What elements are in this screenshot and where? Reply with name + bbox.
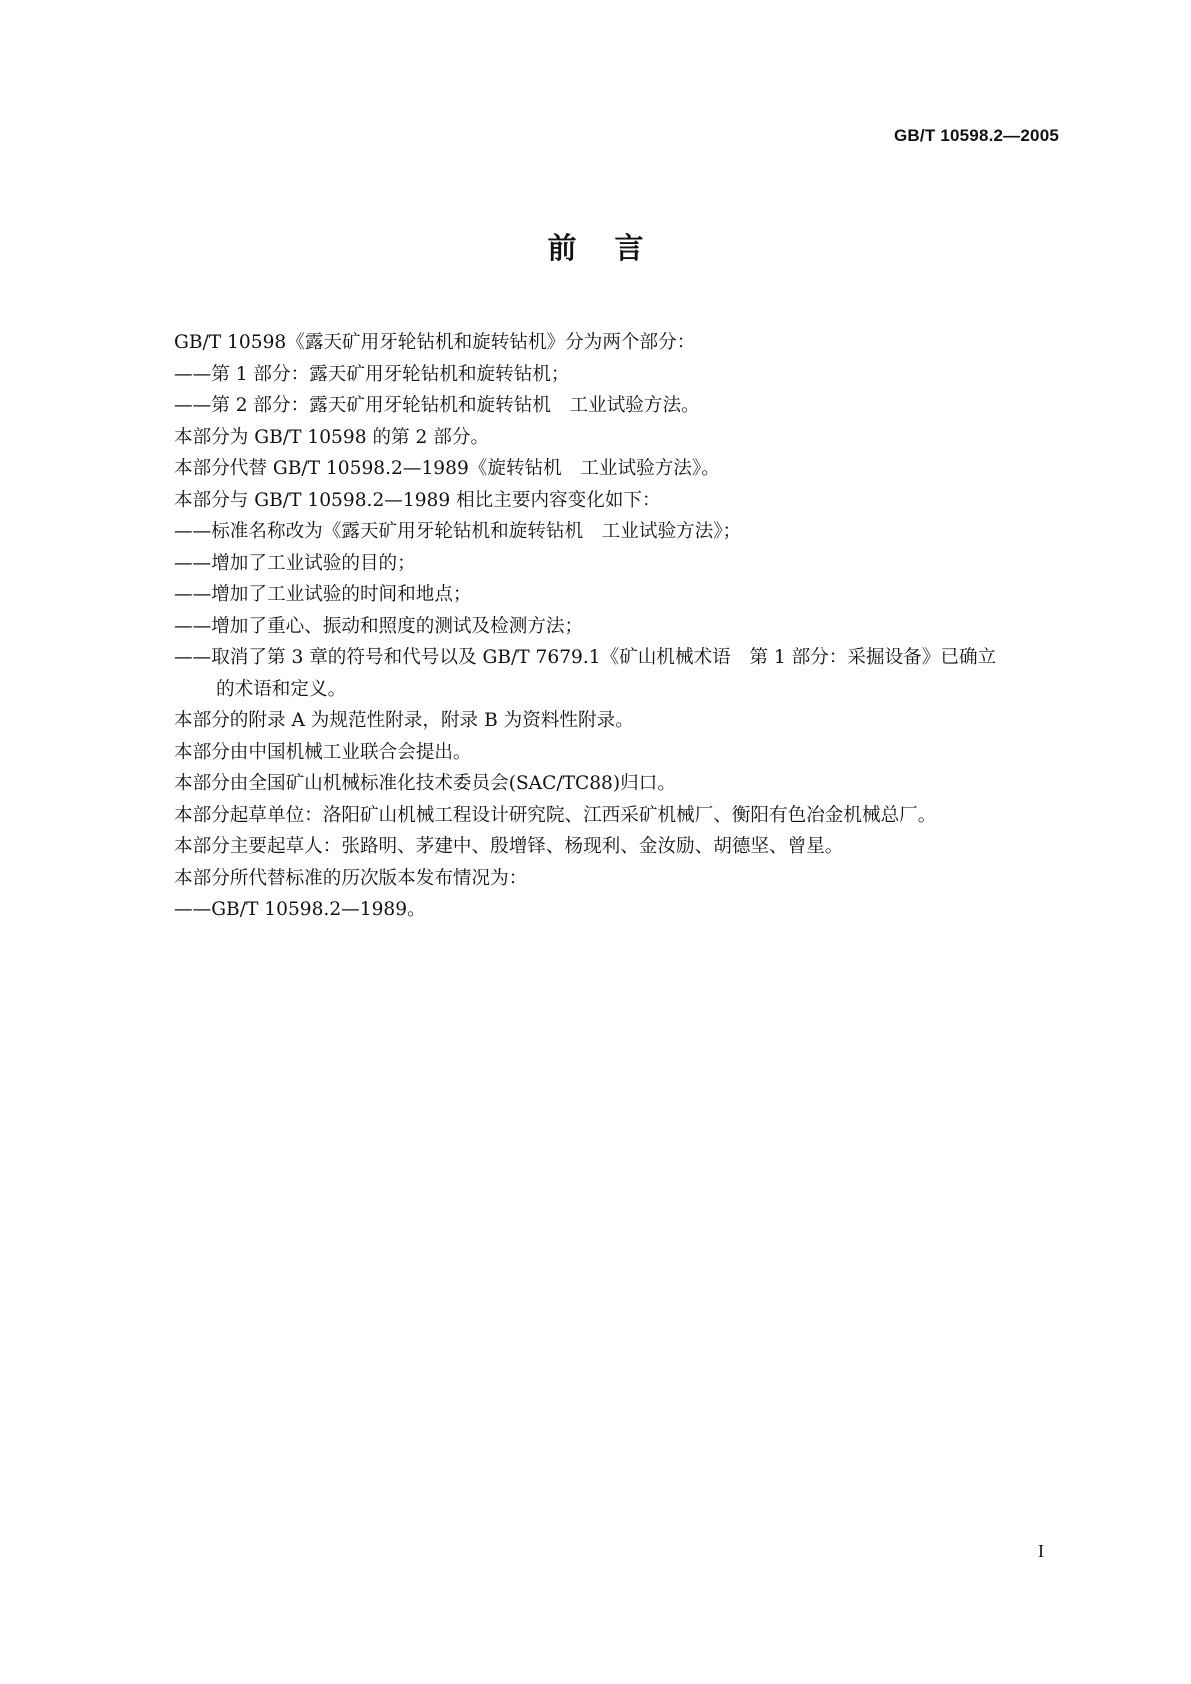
page-title: 前言 bbox=[547, 231, 682, 265]
paragraph: 本部分由中国机械工业联合会提出。 bbox=[174, 741, 472, 763]
paragraph: 本部分代替 GB/T 10598.2—1989《旋转钻机 工业试验方法》。 bbox=[174, 458, 720, 479]
paragraph: GB/T 10598《露天矿用牙轮钻机和旋转钻机》分为两个部分： bbox=[174, 332, 696, 353]
standard-number: GB/T 10598.2—2005 bbox=[894, 126, 1059, 145]
paragraph: 本部分为 GB/T 10598 的第 2 部分。 bbox=[174, 426, 490, 448]
paragraph: 本部分与 GB/T 10598.2—1989 相比主要内容变化如下： bbox=[174, 489, 661, 511]
list-item: ——增加了工业试验的目的； bbox=[174, 552, 416, 574]
paragraph: 本部分由全国矿山机械标准化技术委员会(SAC/TC88)归口。 bbox=[174, 773, 676, 794]
paragraph: 本部分所代替标准的历次版本发布情况为： bbox=[174, 867, 528, 889]
paragraph: 本部分主要起草人：张路明、茅建中、殷增铎、杨现利、金汝励、胡德坚、曾星。 bbox=[174, 836, 844, 857]
list-item: ——第 1 部分：露天矿用牙轮钻机和旋转钻机； bbox=[174, 363, 570, 385]
list-item: ——增加了工业试验的时间和地点； bbox=[174, 584, 472, 605]
list-item: ——增加了重心、振动和照度的测试及检测方法； bbox=[174, 615, 584, 637]
list-item: ——标准名称改为《露天矿用牙轮钻机和旋转钻机 工业试验方法》； bbox=[174, 521, 742, 542]
list-item: ——GB/T 10598.2—1989。 bbox=[174, 899, 426, 920]
list-item: ——取消了第 3 章的符号和代号以及 GB/T 7679.1《矿山机械术语 第 1 部分：采掘设备》已确立 bbox=[174, 647, 997, 668]
page-number: I bbox=[1038, 1541, 1044, 1561]
paragraph: 本部分的附录 A 为规范性附录，附录 B 为资料性附录。 bbox=[174, 710, 634, 731]
foreword-body bbox=[174, 327, 1054, 926]
list-item-continuation: 的术语和定义。 bbox=[216, 678, 347, 700]
paragraph: 本部分起草单位：洛阳矿山机械工程设计研究院、江西采矿机械厂、衡阳有色冶金机械总厂。 bbox=[174, 804, 937, 826]
list-item: ——第 2 部分：露天矿用牙轮钻机和旋转钻机 工业试验方法。 bbox=[174, 395, 700, 416]
